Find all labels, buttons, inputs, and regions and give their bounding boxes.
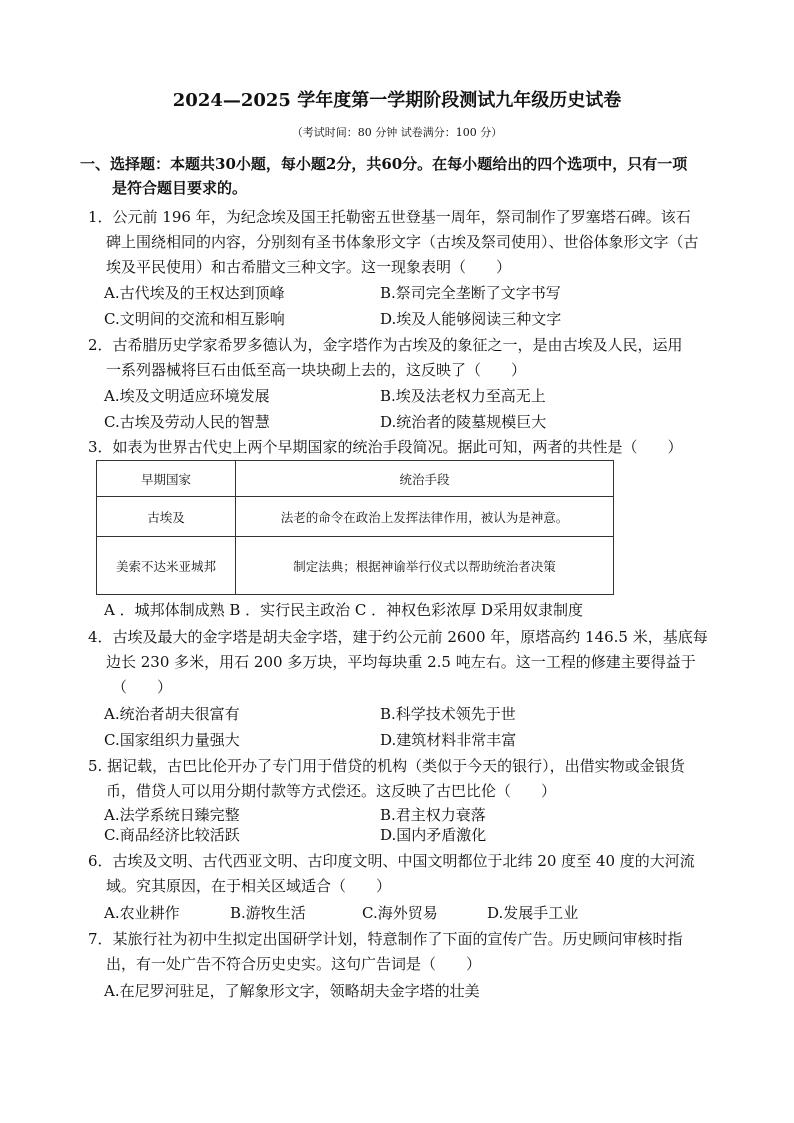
q5-option-b: B.君主权力衰落 (380, 806, 486, 824)
q1-option-c: C.文明间的交流和相互影响 (104, 310, 285, 328)
question-6-line1: 6．古埃及文明、古代西亚文明、古印度文明、中国文明都位于北纬 20 度至 40 度的大河流 (88, 852, 695, 870)
question-3-line1: 3．如表为世界古代史上两个早期国家的统治手段简况。据此可知，两者的共性是（ ） (88, 438, 683, 456)
q5-option-c: C.商品经济比较活跃 (104, 826, 240, 844)
question-4-line1: 4．古埃及最大的金字塔是胡夫金字塔，建于约公元前 2600 年，原塔高约 146.5 米，基底每 (88, 628, 708, 646)
question-7-line1: 7．某旅行社为初中生拟定出国研学计划，特意制作了下面的宣传广告。历史顾问审核时指 (88, 930, 683, 948)
q1-option-b: B.祭司完全垄断了文字书写 (380, 284, 561, 302)
question-2-line1: 2．古希腊历史学家希罗多德认为，金字塔作为古埃及的象征之一，是由古埃及人民，运用 (88, 336, 683, 354)
q4-option-d: D.建筑材料非常丰富 (380, 731, 517, 749)
section-heading-line2: 是符合题目要求的。 (112, 179, 248, 197)
q5-option-d: D.国内矛盾激化 (380, 826, 487, 844)
q2-option-a: A.埃及文明适应环境发展 (104, 387, 270, 405)
q2-option-d: D.统治者的陵墓规模巨大 (380, 413, 547, 431)
question-1-line3: 埃及平民使用）和古希腊文三种文字。这一现象表明（ ） (106, 258, 512, 276)
q1-option-d: D.埃及人能够阅读三种文字 (380, 310, 562, 328)
section-heading-line1: 一、选择题：本题共30小题，每小题2分，共60分。在每小题给出的四个选项中，只有一项 (80, 155, 688, 173)
question-1-line1: 1．公元前 196 年，为纪念埃及国王托勒密五世登基一周年，祭司制作了罗塞塔石碑。该石 (88, 208, 691, 226)
table-cell-country: 美索不达米亚城邦 (97, 537, 236, 595)
q4-option-a: A.统治者胡夫很富有 (104, 705, 240, 723)
q3-options: A ．城邦体制成熟 B ．实行民主政治 C ．神权色彩浓厚 D采用奴隶制度 (104, 601, 583, 619)
q2-option-b: B.埃及法老权力至高无上 (380, 387, 546, 405)
q7-option-a: A.在尼罗河驻足，了解象形文字，领略胡夫金字塔的壮美 (104, 982, 480, 1000)
question-6-line2: 域。究其原因，在于相关区域适合（ ） (106, 877, 392, 895)
table-header-country: 早期国家 (97, 461, 236, 497)
page-title: 2024—2025 学年度第一学期阶段测试九年级历史试卷 (172, 90, 622, 111)
question-4-line3: （ ） (112, 678, 173, 696)
exam-info: （考试时间：80 分钟 试卷满分：100 分） (291, 126, 503, 139)
q5-option-a: A.法学系统日臻完整 (104, 806, 240, 824)
rulers-table (96, 460, 614, 595)
q4-option-b: B.科学技术领先于世 (380, 705, 516, 723)
question-2-line2: 一系列器械将巨石由低至高一块块砌上去的，这反映了（ ） (106, 361, 527, 379)
q4-option-c: C.国家组织力量强大 (104, 731, 240, 749)
table-cell-means: 法老的命令在政治上发挥法律作用，被认为是神意。 (236, 497, 614, 537)
q6-option-a: A.农业耕作 (104, 904, 180, 922)
q1-option-a: A.古代埃及的王权达到顶峰 (104, 284, 285, 302)
question-5-line1: 5. 据记载，古巴比伦开办了专门用于借贷的机构（类似于今天的银行），出借实物或金银货 (88, 757, 685, 775)
question-4-line2: 边长 230 多米，用石 200 多万块，平均每块重 2.5 吨左右。这一工程的修建主要得益于 (106, 653, 696, 671)
question-1-line2: 碑上围绕相同的内容，分别刻有圣书体象形文字（古埃及祭司使用）、世俗体象形文字（古 (106, 233, 699, 251)
table-cell-means: 制定法典；根据神谕举行仪式以帮助统治者决策 (236, 537, 614, 595)
question-5-line2: 币，借贷人可以用分期付款等方式偿还。这反映了古巴比伦（ ） (106, 782, 557, 800)
q2-option-c: C.古埃及劳动人民的智慧 (104, 413, 270, 431)
table-header-means: 统治手段 (236, 461, 614, 497)
q6-option-b: B.游牧生活 (230, 904, 306, 922)
question-7-line2: 出，有一处广告不符合历史史实。这句广告词是（ ） (106, 955, 482, 973)
table-cell-country: 古埃及 (97, 497, 236, 537)
q6-option-c: C.海外贸易 (362, 904, 438, 922)
q6-option-d: D.发展手工业 (487, 904, 579, 922)
